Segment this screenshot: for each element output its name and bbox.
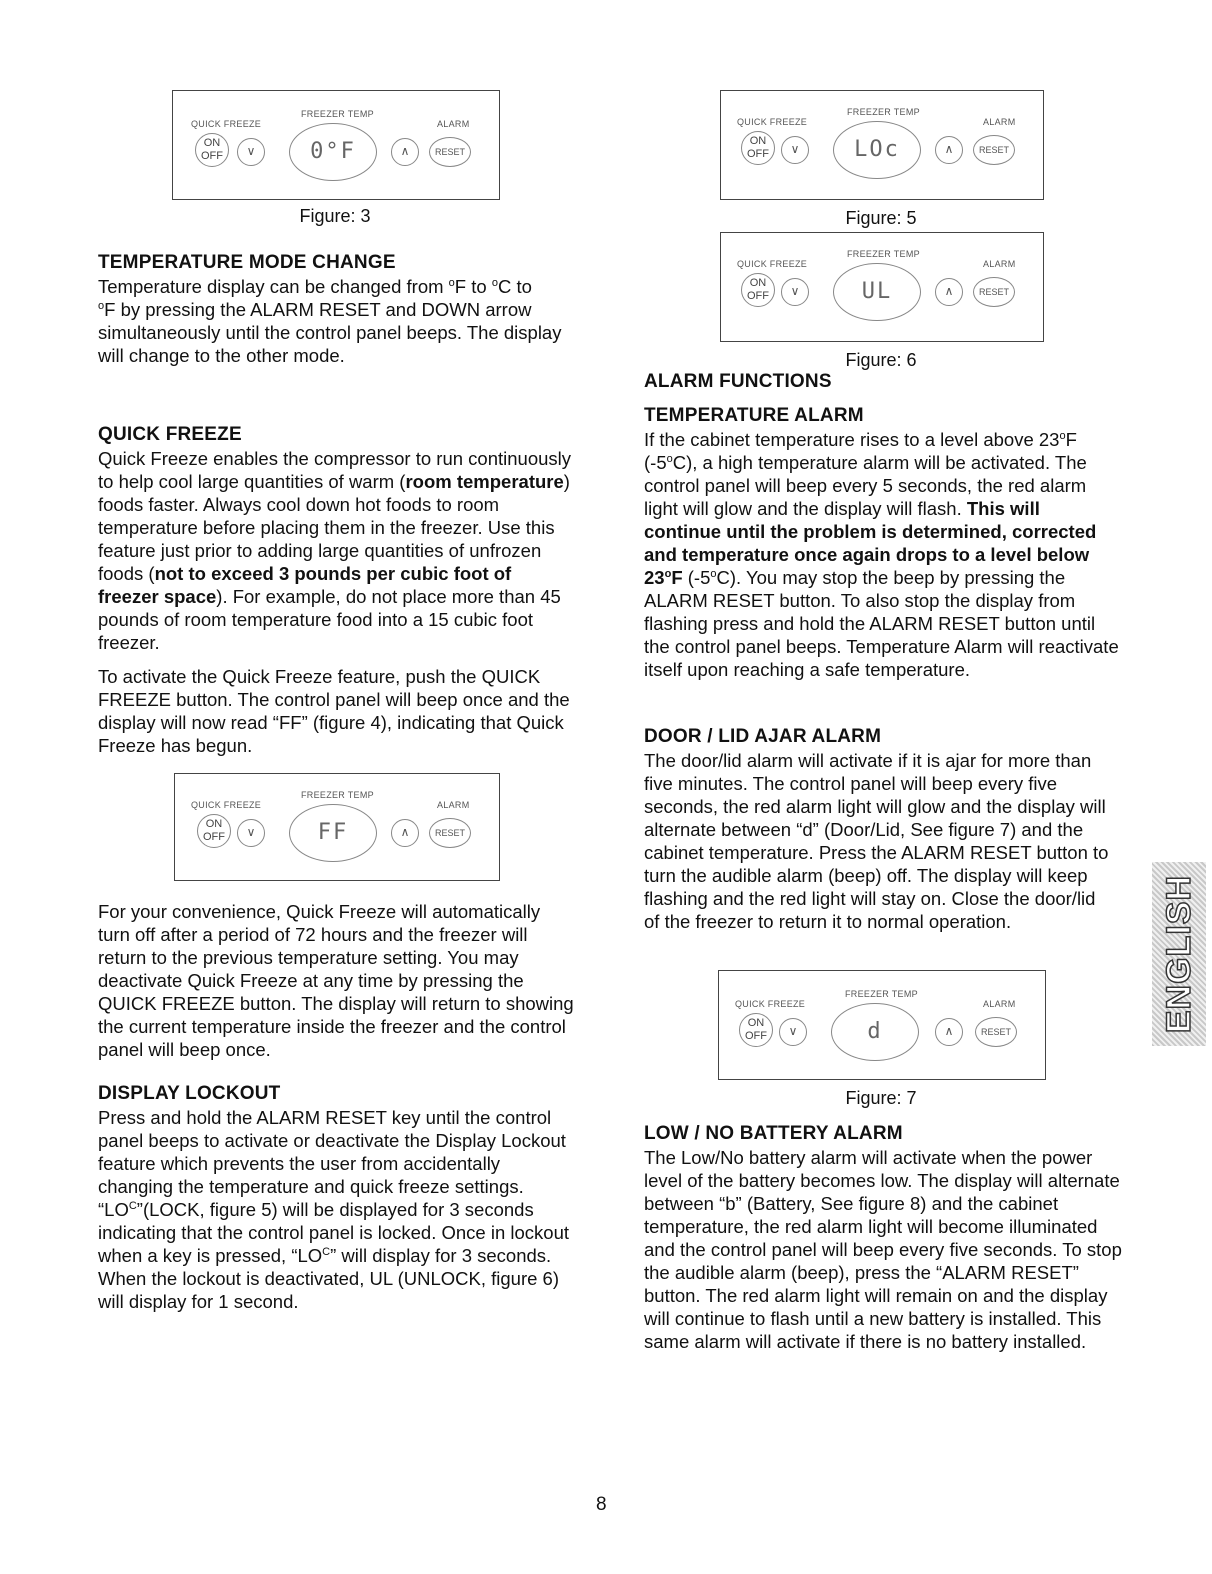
alarm-functions-heading: ALARM FUNCTIONS <box>644 371 832 392</box>
up-arrow-icon: ∧ <box>391 819 419 847</box>
alarm-label: ALARM <box>983 999 1016 1009</box>
freezer-temp-label: FREEZER TEMP <box>301 109 374 119</box>
quick-freeze-label: QUICK FREEZE <box>737 117 808 127</box>
quick-freeze-label: QUICK FREEZE <box>737 259 808 269</box>
language-tab-label: ENGLISH <box>1159 874 1198 1034</box>
temperature-display: LOc <box>833 121 921 179</box>
down-arrow-icon: ∨ <box>781 278 809 306</box>
alarm-label: ALARM <box>983 259 1016 269</box>
reset-button: RESET <box>975 1017 1017 1047</box>
figure-6-caption: Figure: 6 <box>845 350 917 370</box>
on-off-button: ON OFF <box>741 273 775 307</box>
down-arrow-icon: ∨ <box>237 819 265 847</box>
figure-7-panel <box>718 970 1046 1080</box>
down-arrow-icon: ∨ <box>781 136 809 164</box>
lockout-heading: DISPLAY LOCKOUT <box>98 1083 281 1104</box>
up-arrow-icon: ∧ <box>935 136 963 164</box>
quick-freeze-heading: QUICK FREEZE <box>98 424 242 445</box>
temperature-display: UL <box>833 263 921 321</box>
on-off-button: ON OFF <box>195 133 229 167</box>
figure-3-caption: Figure: 3 <box>299 206 371 226</box>
freezer-temp-label: FREEZER TEMP <box>847 107 920 117</box>
quick-freeze-label: QUICK FREEZE <box>735 999 806 1009</box>
quick-freeze-label: QUICK FREEZE <box>191 119 262 129</box>
quick-freeze-paragraph-2: To activate the Quick Freeze feature, push the QUICK FREEZE button. The control panel will beep once and the display will now read “FF” (figure 4), indicating that Quick Freeze has begun. <box>98 666 570 756</box>
temperature-display: d <box>831 1003 919 1061</box>
language-tab <box>1152 862 1206 1046</box>
on-off-button: ON OFF <box>197 814 231 848</box>
down-arrow-icon: ∨ <box>237 138 265 166</box>
quick-freeze-paragraph-1: Quick Freeze enables the compressor to run continuously to help cool large quantities of warm (room temperature) foods faster. Always cool down hot foods to room temperature before placing them in the freezer. Use this feature just prior to adding large quantities of unfrozen foods (not to exceed 3 pounds per cubic foot of freezer space). For example, do not place more than 45 pounds of room temperature food into a 15 cubic foot freezer. <box>98 448 572 653</box>
down-arrow-icon: ∨ <box>779 1018 807 1046</box>
temperature-display: 0°F <box>289 123 377 181</box>
freezer-temp-label: FREEZER TEMP <box>301 790 374 800</box>
figure-7-caption: Figure: 7 <box>845 1088 917 1108</box>
alarm-label: ALARM <box>983 117 1016 127</box>
figure-4-panel <box>174 773 500 881</box>
alarm-label: ALARM <box>437 800 470 810</box>
temp-alarm-heading: TEMPERATURE ALARM <box>644 405 864 426</box>
up-arrow-icon: ∧ <box>935 278 963 306</box>
quick-freeze-label: QUICK FREEZE <box>191 800 262 810</box>
temp-mode-heading: TEMPERATURE MODE CHANGE <box>98 252 396 273</box>
freezer-temp-label: FREEZER TEMP <box>847 249 920 259</box>
temp-mode-body: Temperature display can be changed from $^o$F to $^o$C to $^o$F by pressing the ALARM RESET and DOWN arrow simultaneously until the control panel beeps. The display will change to the other mode. <box>98 276 562 366</box>
temp-alarm-body: If the cabinet temperature rises to a level above 23$^o$F (-5$^o$C), a high temperature alarm will be activated. The control panel will beep every 5 seconds, the red alarm light will glow and the display will flash. This will continue until the problem is determined, corrected and temperature once again drops to a level below 23$^o$F (-5$^o$C). You may stop the beep by pressing the ALARM RESET button. To also stop the display from flashing press and hold the ALARM RESET button until the control panel beeps. Temperature Alarm will reactivate itself upon reaching a safe temperature. <box>644 429 1119 680</box>
battery-alarm-heading: LOW / NO BATTERY ALARM <box>644 1123 903 1144</box>
reset-button: RESET <box>429 818 471 848</box>
lockout-body: Press and hold the ALARM RESET key until the control panel beeps to activate or deactivate the Display Lockout feature which prevents the user from accidentally changing the temperature and quick freeze settings. “$LO^C”(LOCK$, figure 5) will be displayed for 3 seconds indicating that the control panel is locked. Once in lockout when a key is pressed, “$LO^C$” will display for 3 seconds. When the lockout is deactivated, UL (UNLOCK, figure 6) will display for 1 second. <box>98 1107 570 1312</box>
battery-alarm-body: The Low/No battery alarm will activate when the power level of the battery becomes low. The display will alternate between “b” (Battery, See figure 8) and the cabinet temperature, the red alarm light will become illuminated and the control panel will beep every five seconds. To stop the audible alarm (beep), press the “ALARM RESET” button. The red alarm light will remain on and the display will continue to flash until a new battery is installed. This same alarm will activate if there is no battery installed. <box>644 1147 1122 1352</box>
reset-button: RESET <box>429 137 471 167</box>
door-alarm-body: The door/lid alarm will activate if it is ajar for more than five minutes. The control panel will beep every five seconds, the red alarm light will glow and the display will alternate between “d” (Door/Lid, See figure 7) and the cabinet temperature. Press the ALARM RESET button to turn the audible alarm (beep) off. The display will keep flashing and the red light will stay on. Close the door/lid of the freezer to return it to normal operation. <box>644 750 1109 932</box>
figure-5-panel <box>720 90 1044 200</box>
temperature-display: FF <box>289 804 377 862</box>
reset-button: RESET <box>973 135 1015 165</box>
on-off-button: ON OFF <box>739 1013 773 1047</box>
page-number: 8 <box>596 1494 607 1515</box>
alarm-label: ALARM <box>437 119 470 129</box>
up-arrow-icon: ∧ <box>935 1018 963 1046</box>
figure-3-panel <box>172 90 500 200</box>
door-alarm-heading: DOOR / LID AJAR ALARM <box>644 726 882 747</box>
figure-5-caption: Figure: 5 <box>845 208 917 228</box>
on-off-button: ON OFF <box>741 131 775 165</box>
figure-6-panel <box>720 232 1044 342</box>
quick-freeze-paragraph-3: For your convenience, Quick Freeze will automatically turn off after a period of 72 hours and the freezer will return to the previous temperature setting. You may deactivate Quick Freeze at any time by pressing the QUICK FREEZE button. The display will return to showing the current temperature inside the freezer and the control panel will beep once. <box>98 901 574 1060</box>
up-arrow-icon: ∧ <box>391 138 419 166</box>
freezer-temp-label: FREEZER TEMP <box>845 989 918 999</box>
reset-button: RESET <box>973 277 1015 307</box>
